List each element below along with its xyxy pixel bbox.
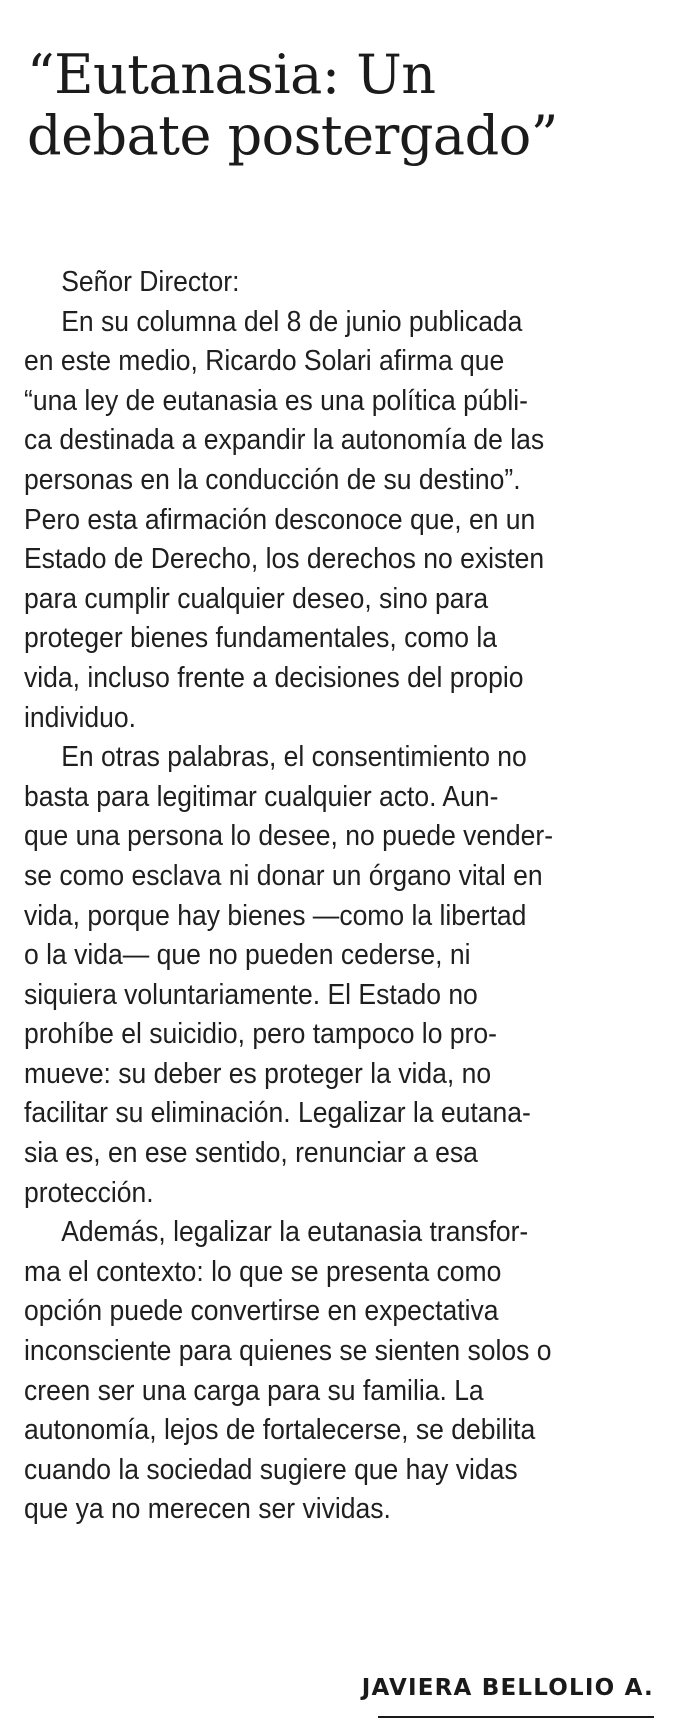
body-line: ma el contexto: lo que se presenta como: [24, 1255, 502, 1288]
body-line: o la vida— que no pueden cederse, ni: [24, 939, 471, 972]
body-line: que ya no merecen ser vividas.: [24, 1493, 391, 1526]
headline: [27, 44, 667, 166]
body-line: personas en la conducción de su destino”.: [24, 463, 521, 496]
body-line: En otras palabras, el consentimiento no: [61, 741, 527, 774]
body-line: Estado de Derecho, los derechos no existen: [24, 543, 545, 576]
body-line: se como esclava ni donar un órgano vital en: [24, 859, 543, 892]
body-line: siquiera voluntariamente. El Estado no: [24, 978, 478, 1011]
body-line: Pero esta afirmación desconoce que, en un: [24, 503, 536, 536]
body-line: En su columna del 8 de junio publicada: [61, 305, 523, 338]
salutation: Señor Director:: [61, 266, 240, 298]
body-line: vida, incluso frente a decisiones del propio: [24, 661, 524, 694]
body-line: vida, porque hay bienes —como la libertad: [24, 899, 527, 932]
headline-line: “Eutanasia: Un: [27, 43, 436, 106]
body-line: autonomía, lejos de fortalecerse, se debilita: [24, 1414, 536, 1447]
body-line: prohíbe el suicidio, pero tampoco lo pro-: [24, 1018, 497, 1051]
letter-body: [24, 263, 619, 1530]
body-line: proteger bienes fundamentales, como la: [24, 622, 497, 655]
signature-underline: [378, 1716, 654, 1718]
body-line: creen ser una carga para su familia. La: [24, 1374, 484, 1407]
body-line: Además, legalizar la eutanasia transfor-: [61, 1216, 529, 1249]
body-line: “una ley de eutanasia es una política públi-: [24, 384, 528, 417]
body-line: opción puede convertirse en expectativa: [24, 1295, 499, 1328]
body-line: que una persona lo desee, no puede vender-: [24, 820, 554, 853]
body-line: para cumplir cualquier deseo, sino para: [24, 582, 489, 615]
headline-line: debate postergado”: [27, 104, 558, 167]
body-line: basta para legitimar cualquier acto. Aun-: [24, 780, 499, 813]
author-signature: JAVIERA BELLOLIO A.: [361, 1675, 654, 1701]
body-line: en este medio, Ricardo Solari afirma que: [24, 345, 505, 378]
body-line: inconsciente para quienes se sienten solos o: [24, 1335, 552, 1368]
body-line: mueve: su deber es proteger la vida, no: [24, 1057, 492, 1090]
body-line: sia es, en ese sentido, renunciar a esa: [24, 1137, 478, 1170]
body-line: cuando la sociedad sugiere que hay vidas: [24, 1453, 518, 1486]
body-line: individuo.: [24, 701, 136, 734]
body-line: ca destinada a expandir la autonomía de las: [24, 424, 545, 457]
body-line: facilitar su eliminación. Legalizar la eutana-: [24, 1097, 531, 1130]
body-line: protección.: [24, 1176, 154, 1209]
